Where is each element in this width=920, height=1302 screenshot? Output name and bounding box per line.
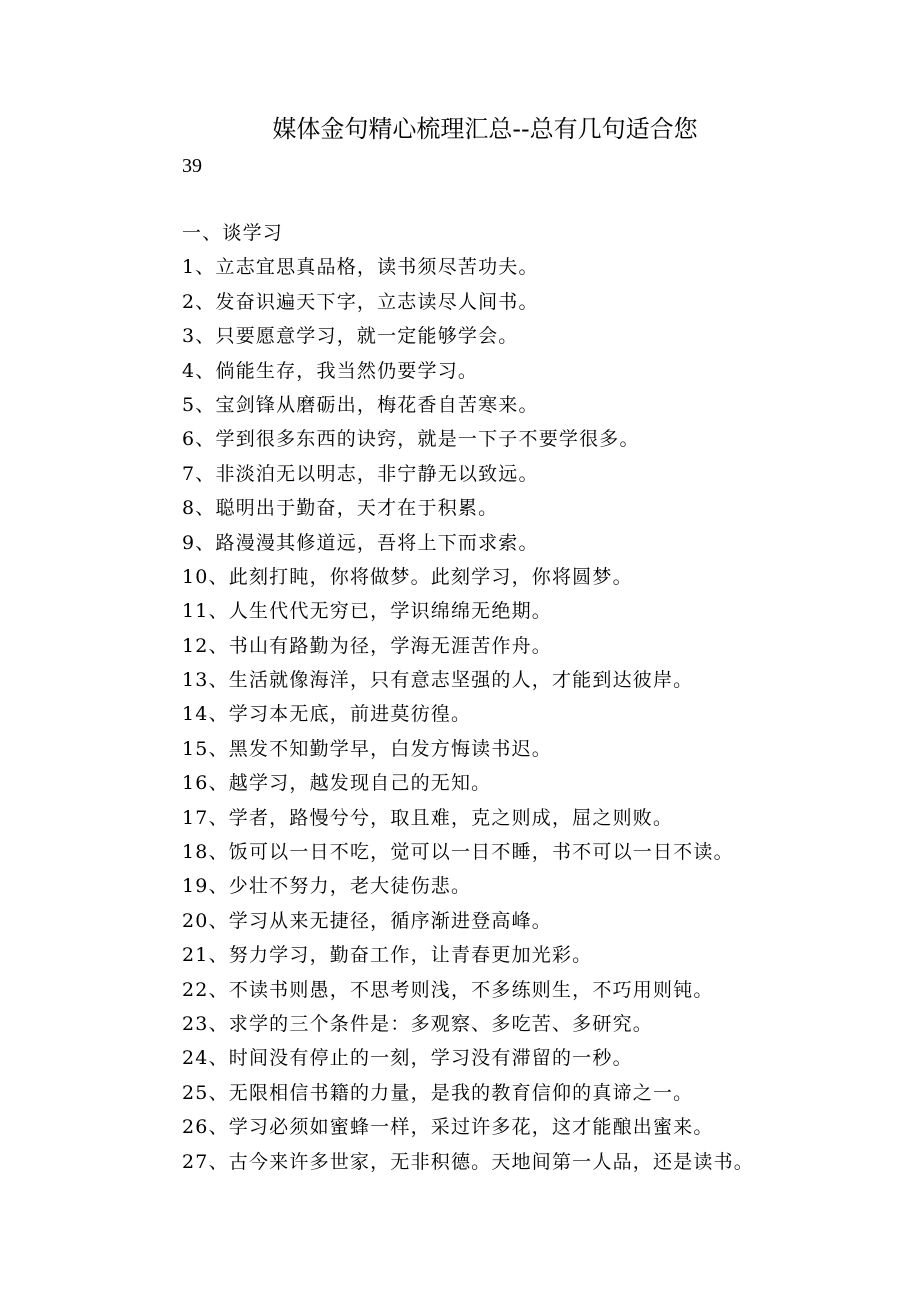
quote-list bbox=[182, 250, 882, 1179]
quote-item: 13、生活就像海洋，只有意志坚强的人，才能到达彼岸。 bbox=[182, 669, 694, 692]
quote-item: 18、饭可以一日不吃，觉可以一日不睡，书不可以一日不读。 bbox=[182, 841, 734, 864]
quote-item: 7、非淡泊无以明志，非宁静无以致远。 bbox=[182, 462, 539, 485]
quote-item: 19、少壮不努力，老大徒伤悲。 bbox=[182, 875, 472, 898]
quote-item: 27、古今来许多世家，无非积德。天地间第一人品，还是读书。 bbox=[182, 1150, 754, 1173]
quote-item: 17、学者，路慢兮兮，取且难，克之则成，屈之则败。 bbox=[182, 806, 674, 829]
quote-item: 26、学习必须如蜜蜂一样，采过许多花，这才能酿出蜜来。 bbox=[182, 1116, 714, 1139]
quote-item: 2、发奋识遍天下字，立志读尽人间书。 bbox=[182, 290, 539, 313]
quote-item: 22、不读书则愚，不思考则浅，不多练则生，不巧用则钝。 bbox=[182, 978, 714, 1001]
quote-item: 20、学习从来无捷径，循序渐进登高峰。 bbox=[182, 909, 552, 932]
quote-item: 10、此刻打盹，你将做梦。此刻学习，你将圆梦。 bbox=[182, 565, 633, 588]
document-title: 媒体金句精心梳理汇总--总有几句适合您 bbox=[272, 115, 698, 143]
quote-item: 16、越学习，越发现自己的无知。 bbox=[182, 772, 492, 795]
section-heading: 一、谈学习 bbox=[182, 222, 284, 244]
quote-item: 23、求学的三个条件是：多观察、多吃苦、多研究。 bbox=[182, 1012, 653, 1035]
page-number: 39 bbox=[182, 155, 202, 177]
quote-item: 9、路漫漫其修道远，吾将上下而求索。 bbox=[182, 531, 539, 554]
quote-item: 3、只要愿意学习，就一定能够学会。 bbox=[182, 325, 519, 348]
quote-item: 4、倘能生存，我当然仍要学习。 bbox=[182, 359, 479, 382]
quote-item: 8、聪明出于勤奋，天才在于积累。 bbox=[182, 497, 499, 520]
document-content bbox=[182, 216, 882, 1179]
quote-item: 12、书山有路勤为径，学海无涯苦作舟。 bbox=[182, 634, 552, 657]
quote-item: 24、时间没有停止的一刻，学习没有滞留的一秒。 bbox=[182, 1047, 633, 1070]
quote-item: 21、努力学习，勤奋工作，让青春更加光彩。 bbox=[182, 944, 593, 967]
quote-item: 5、宝剑锋从磨砺出，梅花香自苦寒来。 bbox=[182, 393, 539, 416]
quote-item: 1、立志宜思真品格，读书须尽苦功夫。 bbox=[182, 256, 539, 279]
quote-item: 11、人生代代无穷已，学识绵绵无绝期。 bbox=[182, 600, 552, 623]
quote-item: 6、学到很多东西的诀窍，就是一下子不要学很多。 bbox=[182, 428, 640, 451]
quote-item: 14、学习本无底，前进莫彷徨。 bbox=[182, 703, 472, 726]
quote-item: 25、无限相信书籍的力量，是我的教育信仰的真谛之一。 bbox=[182, 1081, 694, 1104]
quote-item: 15、黑发不知勤学早，白发方悔读书迟。 bbox=[182, 737, 552, 760]
